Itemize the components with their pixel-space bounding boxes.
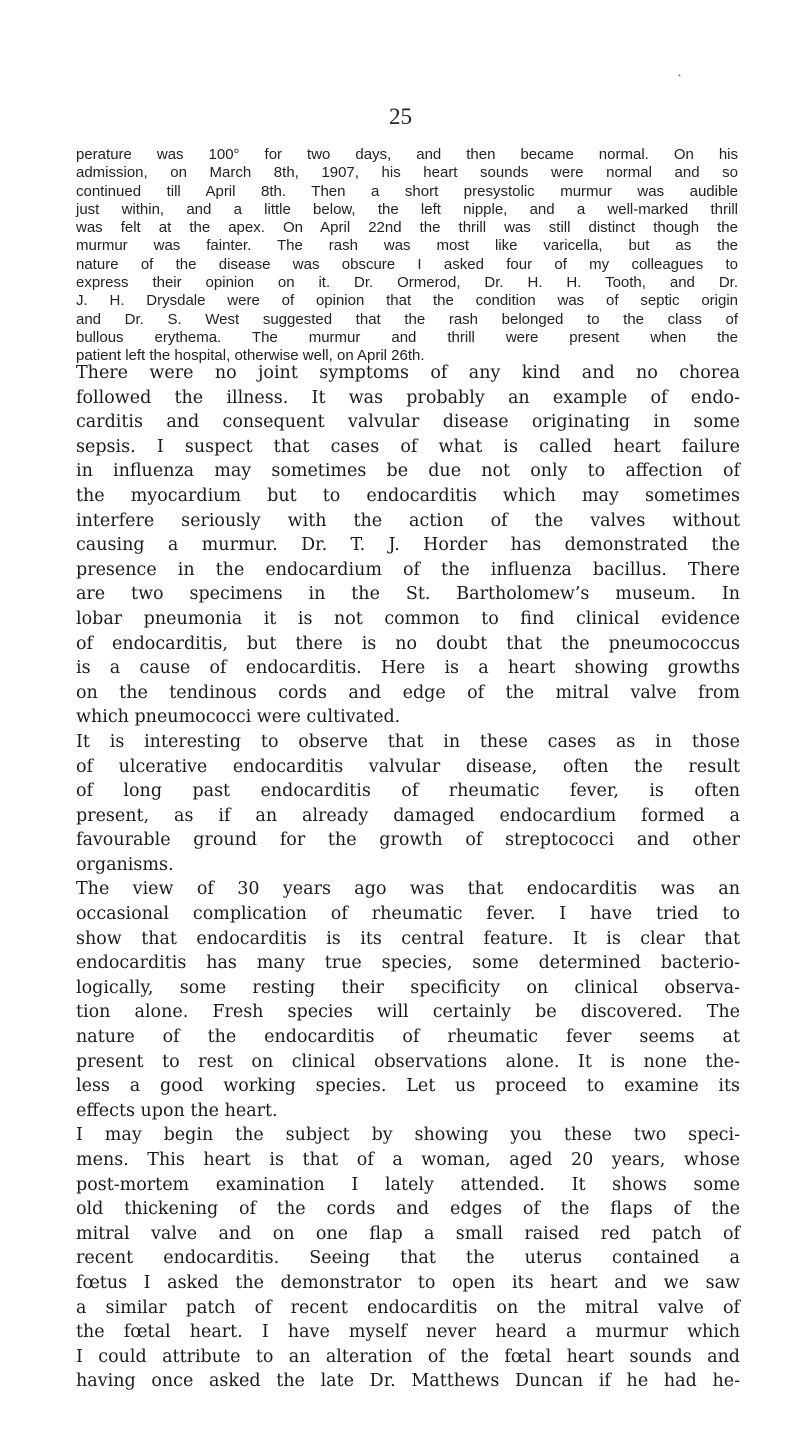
- text-line: It is interesting to observe that in these cases as in those: [76, 731, 740, 752]
- text-line: is a cause of endocarditis. Here is a heart showing growths: [76, 658, 740, 679]
- text-line: followed the illness. It was probably an example of endo-: [76, 387, 740, 408]
- text-line: the myocardium but to endocarditis which may sometimes: [76, 485, 740, 506]
- text-line: recent endocarditis. Seeing that the uterus contained a: [76, 1248, 740, 1269]
- text-line: a similar patch of recent endocarditis on the mitral valve of: [76, 1297, 740, 1318]
- text-line: favourable ground for the growth of streptococci and other: [76, 830, 740, 851]
- small-print-paragraph: [76, 146, 738, 366]
- text-line: patient left the hospital, otherwise well, on April 26th.: [76, 347, 425, 365]
- text-line: of long past endocarditis of rheumatic fever, is often: [76, 781, 740, 802]
- text-line: I could attribute to an alteration of the fœtal heart sounds and: [76, 1346, 740, 1367]
- text-line: post-mortem examination I lately attended. It shows some: [76, 1174, 740, 1195]
- text-line: fœtus I asked the demonstrator to open its heart and we saw: [76, 1272, 740, 1293]
- text-line: show that endocarditis is its central feature. It is clear that: [76, 928, 740, 949]
- text-line: nature of the disease was obscure I asked four of my colleagues to: [76, 255, 738, 273]
- text-line: nature of the endocarditis of rheumatic fever seems at: [76, 1027, 740, 1048]
- text-line: and Dr. S. West suggested that the rash belonged to the class of: [76, 310, 738, 328]
- text-line: the fœtal heart. I have myself never heard a murmur which: [76, 1322, 740, 1343]
- text-line: continued till April 8th. Then a short presystolic murmur was audible: [76, 182, 738, 200]
- text-line: J. H. Drysdale were of opinion that the condition was of septic origin: [76, 292, 738, 310]
- text-line: interfere seriously with the action of the valves without: [76, 510, 740, 531]
- text-line: old thickening of the cords and edges of the flaps of the: [76, 1199, 740, 1220]
- main-body-text: [76, 361, 740, 1394]
- text-line: carditis and consequent valvular disease originating in some: [76, 412, 740, 433]
- text-line: endocarditis has many true species, some determined bacterio-: [76, 953, 740, 974]
- text-line: murmur was fainter. The rash was most like varicella, but as the: [76, 237, 738, 255]
- text-line: in influenza may sometimes be due not only to affection of: [76, 461, 740, 482]
- text-line: of endocarditis, but there is no doubt that the pneumococcus: [76, 633, 740, 654]
- text-line: less a good working species. Let us proceed to examine its: [76, 1076, 740, 1097]
- text-line: having once asked the late Dr. Matthews Duncan if he had he-: [76, 1371, 740, 1392]
- text-line: lobar pneumonia it is not common to find clinical evidence: [76, 608, 740, 629]
- text-line: logically, some resting their specificity on clinical observa-: [76, 977, 740, 998]
- text-line: There were no joint symptoms of any kind and no chorea: [76, 363, 740, 383]
- text-line: was felt at the apex. On April 22nd the thrill was still distinct though the: [76, 219, 738, 237]
- text-line: which pneumococci were cultivated.: [76, 707, 401, 728]
- text-line: presence in the endocardium of the influenza bacillus. There: [76, 559, 740, 580]
- text-line: The view of 30 years ago was that endocarditis was an: [76, 879, 740, 900]
- text-line: occasional complication of rheumatic fever. I have tried to: [76, 904, 740, 925]
- text-line: mitral valve and on one flap a small raised red patch of: [76, 1223, 740, 1244]
- text-line: mens. This heart is that of a woman, aged 20 years, whose: [76, 1150, 740, 1170]
- text-line: I may begin the subject by showing you these two speci-: [76, 1125, 740, 1146]
- text-line: just within, and a little below, the left nipple, and a well-marked thrill: [76, 200, 738, 218]
- text-line: tion alone. Fresh species will certainly be discovered. The: [76, 1002, 740, 1023]
- text-line: causing a murmur. Dr. T. J. Horder has demonstrated the: [76, 535, 740, 556]
- text-line: perature was 100° for two days, and then became normal. On his: [76, 146, 738, 163]
- text-line: sepsis. I suspect that cases of what is called heart failure: [76, 436, 740, 457]
- text-line: organisms.: [76, 854, 174, 875]
- text-line: present to rest on clinical observations alone. It is none the-: [76, 1051, 740, 1072]
- text-line: are two specimens in the St. Bartholomew’s museum. In: [76, 584, 740, 605]
- text-line: express their opinion on it. Dr. Ormerod, Dr. H. H. Tooth, and Dr.: [76, 274, 738, 292]
- text-line: of ulcerative endocarditis valvular disease, often the result: [76, 756, 740, 777]
- text-line: effects upon the heart.: [76, 1100, 278, 1121]
- text-line: on the tendinous cords and edge of the mitral valve from: [76, 682, 740, 703]
- text-line: present, as if an already damaged endocardium formed a: [76, 805, 740, 826]
- page-number: 25: [389, 104, 412, 129]
- text-line: admission, on March 8th, 1907, his heart sounds were normal and so: [76, 164, 738, 182]
- corner-mark: •: [678, 71, 681, 80]
- text-line: bullous erythema. The murmur and thrill were present when the: [76, 328, 738, 346]
